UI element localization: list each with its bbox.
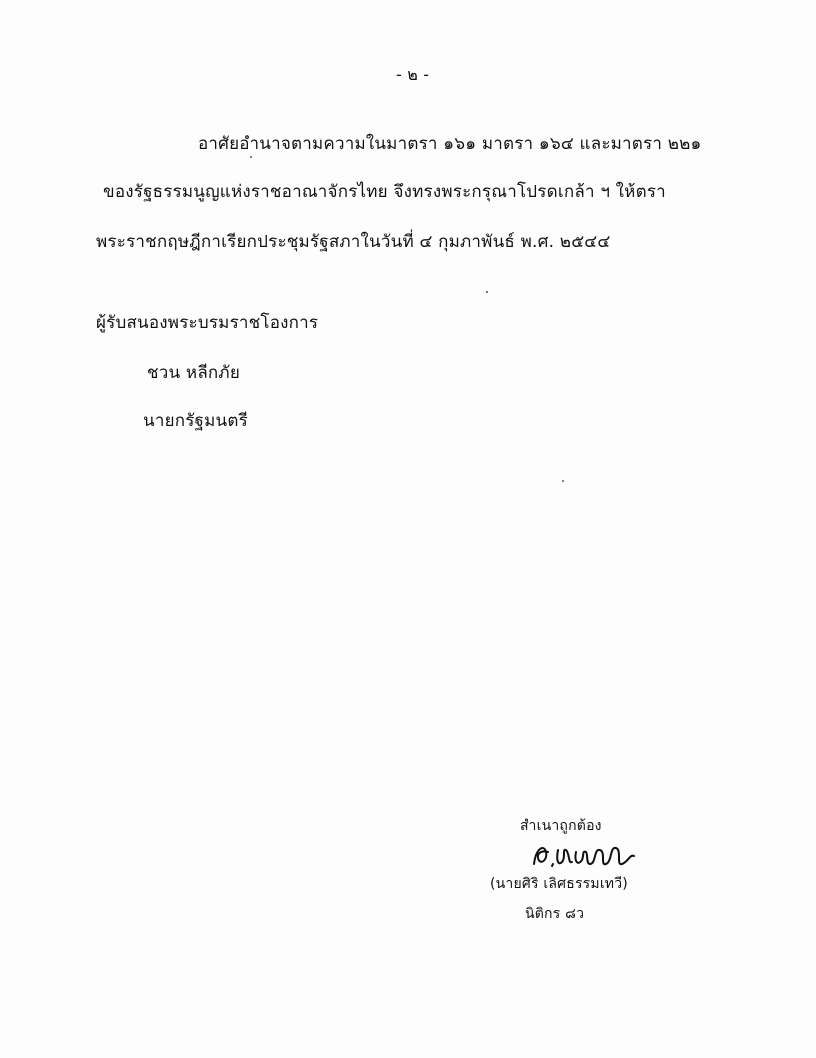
countersign-label: ผู้รับสนองพระบรมราชโองการ — [96, 313, 319, 333]
body-line-2: ของรัฐธรรมนูญแห่งราชอาณาจักรไทย จึงทรงพระกรุณาโปรดเกล้า ฯ ให้ตรา — [103, 182, 666, 202]
scan-speck — [486, 291, 488, 293]
body-line-1: อาศัยอำนาจตามความในมาตรา ๑๖๑ มาตรา ๑๖๔ และมาตรา ๒๒๑ — [198, 134, 702, 154]
scan-speck — [250, 156, 252, 158]
signer-name: ชวน หลีกภัย — [147, 363, 240, 383]
page-number: - ๒ - — [396, 65, 430, 84]
handwritten-signature-icon — [530, 838, 640, 874]
signer-title: นายกรัฐมนตรี — [143, 411, 248, 431]
certifier-name: (นายศิริ เลิศธรรมเทวี) — [490, 876, 628, 892]
body-line-3: พระราชกฤษฎีกาเรียกประชุมรัฐสภาในวันที่ ๔ กุมภาพันธ์ พ.ศ. ๒๕๔๔ — [96, 232, 611, 252]
certifier-position: นิติกร ๘ว — [525, 906, 585, 922]
scan-speck — [562, 480, 564, 482]
certified-copy-label: สำเนาถูกต้อง — [520, 818, 602, 834]
